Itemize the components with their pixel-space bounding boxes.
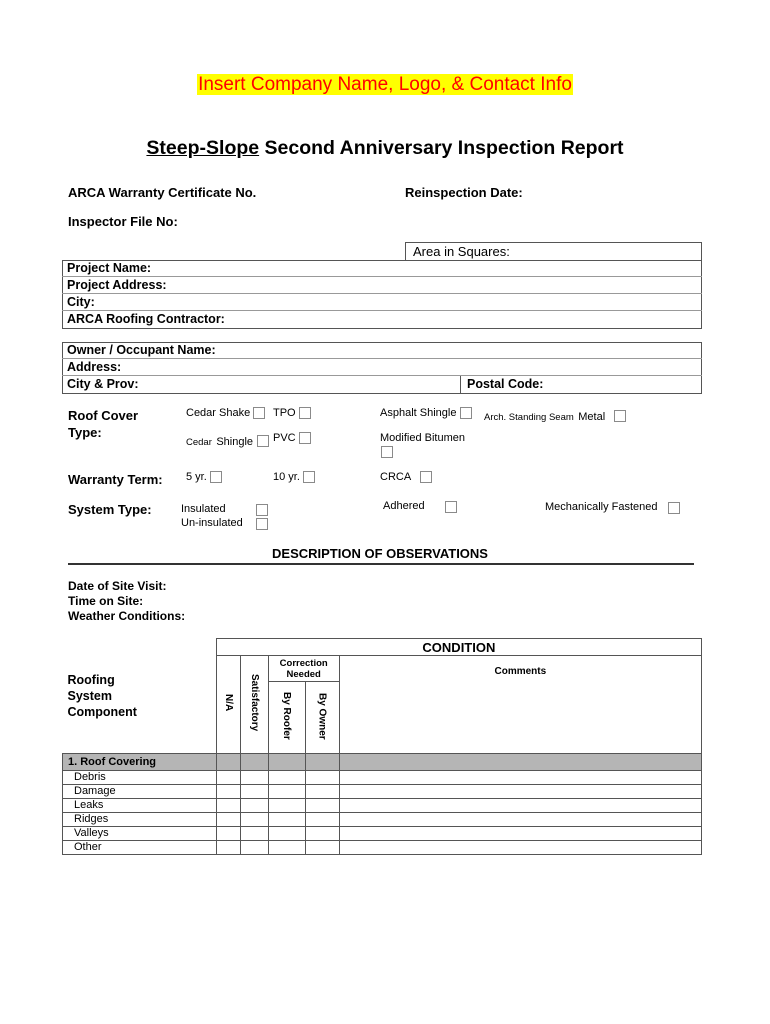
- by-roofer-cell[interactable]: [268, 813, 305, 827]
- item-label: Valleys: [63, 827, 217, 841]
- satisfactory-cell[interactable]: [240, 771, 268, 785]
- observations-rule: [68, 563, 694, 565]
- tpo-checkbox[interactable]: [299, 407, 311, 419]
- item-label: Leaks: [63, 799, 217, 813]
- by-roofer-text: By Roofer: [281, 692, 293, 740]
- section-label: 1. Roof Covering: [63, 754, 217, 771]
- uninsulated-checkbox[interactable]: [256, 518, 268, 530]
- by-owner-cell[interactable]: [305, 771, 339, 785]
- asphalt-shingle-label: Asphalt Shingle: [380, 407, 457, 419]
- report-title: [0, 137, 770, 160]
- project-address-field[interactable]: Project Address:: [62, 277, 702, 294]
- 10yr-label: 10 yr.: [273, 471, 300, 483]
- 10yr-checkbox[interactable]: [303, 471, 315, 483]
- na-header: [216, 656, 240, 754]
- weather-label: Weather Conditions:: [68, 609, 186, 623]
- reinspection-date-label: Reinspection Date:: [405, 185, 523, 200]
- satisfactory-cell[interactable]: [240, 841, 268, 855]
- insulated-label: Insulated: [181, 503, 226, 515]
- na-cell[interactable]: [216, 841, 240, 855]
- modified-bitumen-checkbox[interactable]: [381, 446, 393, 458]
- item-label: Other: [63, 841, 217, 855]
- comments-cell[interactable]: [339, 841, 701, 855]
- by-owner-cell[interactable]: [305, 827, 339, 841]
- correction-line-2: Needed: [286, 668, 321, 680]
- na-cell[interactable]: [216, 771, 240, 785]
- mech-fastened-checkbox[interactable]: [668, 502, 680, 514]
- warranty-term-label: Warranty Term:: [68, 472, 163, 487]
- by-roofer-cell[interactable]: [268, 827, 305, 841]
- by-roofer-cell[interactable]: [268, 785, 305, 799]
- crca-checkbox[interactable]: [420, 471, 432, 483]
- table-row: [63, 813, 702, 827]
- satisfactory-cell[interactable]: [240, 785, 268, 799]
- adhered-checkbox[interactable]: [445, 501, 457, 513]
- satisfactory-cell[interactable]: [240, 799, 268, 813]
- opt-arch-metal: [484, 407, 626, 425]
- by-roofer-cell[interactable]: [268, 841, 305, 855]
- by-owner-cell[interactable]: [305, 799, 339, 813]
- comments-cell[interactable]: [339, 827, 701, 841]
- crca-label: CRCA: [380, 471, 411, 483]
- metal-checkbox[interactable]: [614, 410, 626, 422]
- condition-header-row: [63, 639, 702, 656]
- shingle-label: Shingle: [216, 436, 254, 448]
- area-in-squares-label: Area in Squares:: [413, 244, 510, 259]
- item-label: Ridges: [63, 813, 217, 827]
- insulated-checkbox[interactable]: [256, 504, 268, 516]
- component-header: [63, 639, 217, 754]
- na-cell[interactable]: [216, 827, 240, 841]
- satisfactory-header: [240, 656, 268, 754]
- date-of-visit-label: Date of Site Visit:: [68, 579, 167, 593]
- by-owner-cell[interactable]: [305, 813, 339, 827]
- postal-code-field[interactable]: Postal Code:: [467, 377, 544, 391]
- item-label: Damage: [63, 785, 217, 799]
- opt-crca: [380, 471, 432, 483]
- project-name-field[interactable]: Project Name:: [62, 260, 702, 277]
- metal-label: Metal: [578, 411, 606, 423]
- comments-header: Comments: [339, 656, 701, 754]
- inspector-file-label: Inspector File No:: [68, 214, 178, 229]
- satisfactory-cell[interactable]: [240, 827, 268, 841]
- component-line-2: System: [67, 688, 112, 703]
- opt-10yr: [273, 471, 315, 483]
- adhered-label: Adhered: [383, 500, 425, 512]
- na-cell[interactable]: [216, 785, 240, 799]
- modified-bitumen-label: Modified Bitumen: [380, 432, 465, 444]
- roof-cover-label-2: Type:: [68, 425, 102, 440]
- cedar-label: Cedar: [186, 437, 212, 448]
- city-prov-field[interactable]: City & Prov:: [67, 377, 139, 391]
- table-row: [63, 841, 702, 855]
- satisfactory-cell[interactable]: [240, 813, 268, 827]
- comments-cell[interactable]: [339, 799, 701, 813]
- item-label: Debris: [63, 771, 217, 785]
- pvc-checkbox[interactable]: [299, 432, 311, 444]
- correction-line-1: Correction: [279, 657, 328, 669]
- postal-divider: [460, 376, 461, 394]
- by-owner-text: By Owner: [316, 692, 328, 740]
- city-field[interactable]: City:: [62, 294, 702, 311]
- owner-address-field[interactable]: Address:: [62, 359, 702, 376]
- comments-cell[interactable]: [339, 771, 701, 785]
- comments-cell[interactable]: [339, 813, 701, 827]
- tpo-label: TPO: [273, 407, 296, 419]
- roof-cover-label-1: Roof Cover: [68, 408, 139, 423]
- by-owner-header: [305, 682, 339, 754]
- title-underlined: Steep-Slope: [146, 137, 260, 159]
- opt-tpo: [273, 407, 311, 419]
- correction-needed-header: [268, 656, 339, 682]
- cedar-shake-label: Cedar Shake: [186, 407, 251, 419]
- condition-header: CONDITION: [216, 639, 701, 656]
- by-roofer-cell[interactable]: [268, 799, 305, 813]
- table-row: [63, 799, 702, 813]
- by-roofer-cell[interactable]: [268, 771, 305, 785]
- uninsulated-label: Un-insulated: [181, 517, 243, 529]
- observations-heading: DESCRIPTION OF OBSERVATIONS: [272, 546, 488, 561]
- comments-cell[interactable]: [339, 785, 701, 799]
- na-cell[interactable]: [216, 799, 240, 813]
- table-row: [63, 771, 702, 785]
- opt-pvc: [273, 432, 311, 444]
- time-on-site-label: Time on Site:: [68, 594, 144, 608]
- mech-fastened-label: Mechanically Fastened: [545, 501, 658, 513]
- condition-table: [62, 638, 702, 855]
- by-owner-cell[interactable]: [305, 841, 339, 855]
- 5yr-checkbox[interactable]: [210, 471, 222, 483]
- section-row: [63, 754, 702, 771]
- opt-asphalt-shingle: [380, 407, 472, 419]
- 5yr-label: 5 yr.: [186, 471, 207, 483]
- pvc-label: PVC: [273, 432, 296, 444]
- component-line-1: Roofing: [67, 672, 115, 687]
- arch-standing-seam-label: Arch. Standing Seam: [484, 412, 574, 423]
- satisfactory-text: Satisfactory: [248, 674, 260, 732]
- owner-name-field[interactable]: Owner / Occupant Name:: [62, 342, 702, 359]
- cedar-shingle-checkbox[interactable]: [257, 435, 269, 447]
- asphalt-shingle-checkbox[interactable]: [460, 407, 472, 419]
- table-row: [63, 827, 702, 841]
- company-info-text: Insert Company Name, Logo, & Contact Info: [198, 74, 572, 95]
- system-type-label: System Type:: [68, 502, 152, 517]
- opt-5yr: [186, 471, 222, 483]
- by-roofer-header: [268, 682, 305, 754]
- na-text: N/A: [222, 694, 234, 712]
- contractor-field[interactable]: ARCA Roofing Contractor:: [67, 312, 225, 326]
- title-rest: Second Anniversary Inspection Report: [259, 137, 624, 159]
- area-in-squares-field[interactable]: [405, 242, 702, 261]
- component-line-3: Component: [67, 704, 137, 719]
- opt-cedar-shake: [186, 407, 265, 419]
- company-info-placeholder: [0, 74, 770, 96]
- opt-cedar-shingle: [186, 432, 269, 450]
- na-cell[interactable]: [216, 813, 240, 827]
- table-row: [63, 785, 702, 799]
- cedar-shake-checkbox[interactable]: [253, 407, 265, 419]
- warranty-cert-label: ARCA Warranty Certificate No.: [68, 185, 257, 200]
- by-owner-cell[interactable]: [305, 785, 339, 799]
